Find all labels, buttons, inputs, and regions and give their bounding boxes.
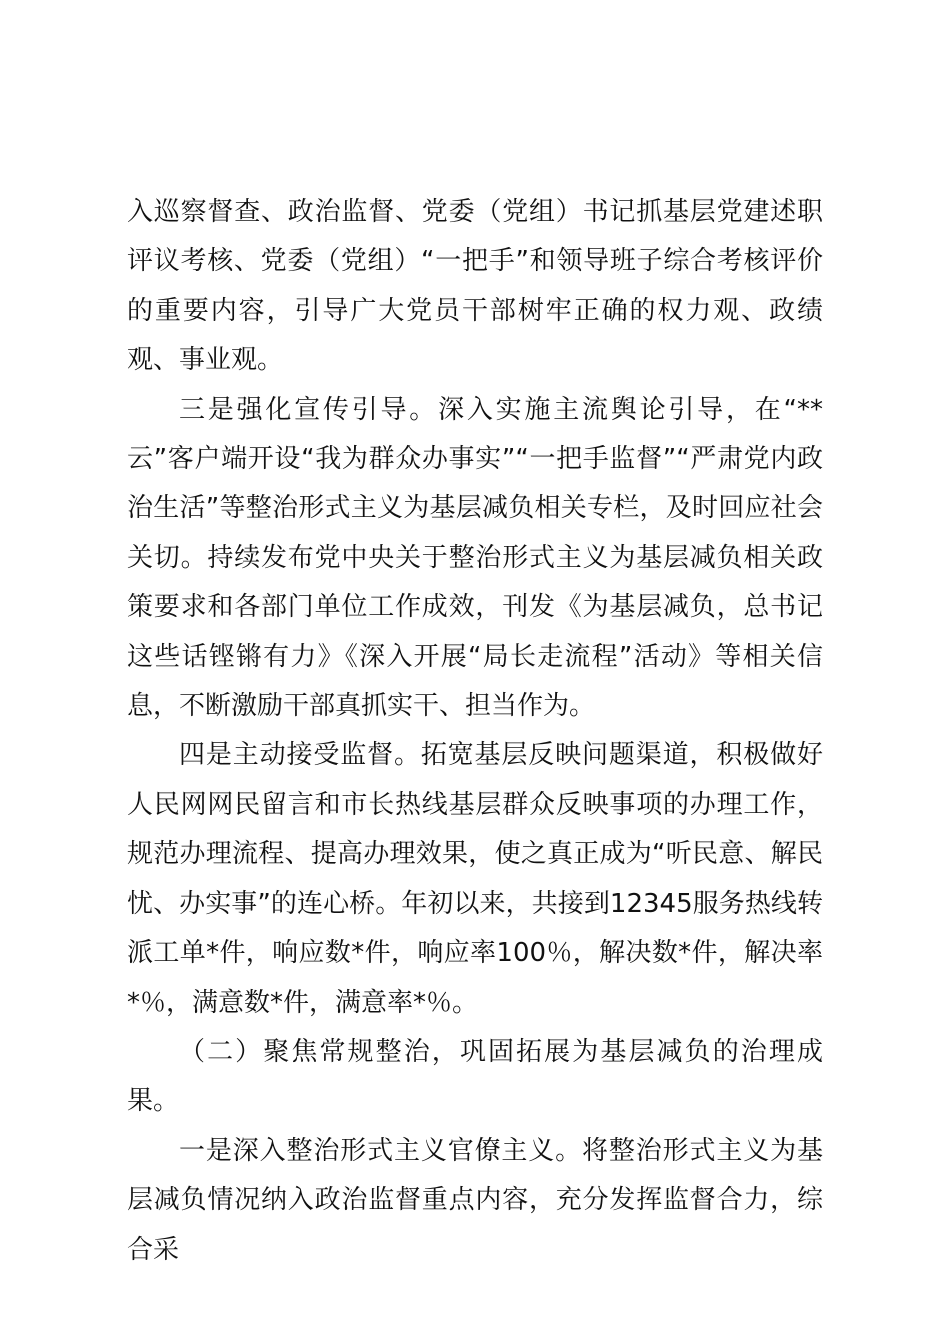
paragraph-continuation: 入巡察督查、政治监督、党委（党组）书记抓基层党建述职评议考核、党委（党组）“一把手”和领导班子综合考核评价的重要内容，引导广大党员干部树牢正确的权力观、政绩观、事业观。: [127, 197, 823, 376]
document-body: [127, 188, 823, 1275]
paragraph-rectification: 一是深入整治形式主义官僚主义。将整治形式主义为基层减负情况纳入政治监督重点内容，充分发挥监督合力，综合采: [127, 1135, 823, 1265]
paragraph-supervision: 四是主动接受监督。拓宽基层反映问题渠道，积极做好人民网网民留言和市长热线基层群众反映事项的办理工作，规范办理流程、提高办理效果，使之真正成为“听民意、解民忧、办实事”的连心桥。年初以来，共接到12345服务热线转派工单*件，响应数*件，响应率100％，解决数*件，解决率*％，满意数*件，满意率*％。: [127, 740, 823, 1018]
paragraph-publicity: 三是强化宣传引导。深入实施主流舆论引导，在“**云”客户端开设“我为群众办事实”“一把手监督”“严肃党内政治生活”等整治形式主义为基层减负相关专栏，及时回应社会关切。持续发布党中央关于整治形式主义为基层减负相关政策要求和各部门单位工作成效，刊发《为基层减负，总书记这些话铿锵有力》《深入开展“局长走流程”活动》等相关信息，不断激励干部真抓实干、担当作为。: [127, 394, 823, 722]
section-heading-2: （二）聚焦常规整治，巩固拓展为基层减负的治理成果。: [127, 1036, 823, 1117]
